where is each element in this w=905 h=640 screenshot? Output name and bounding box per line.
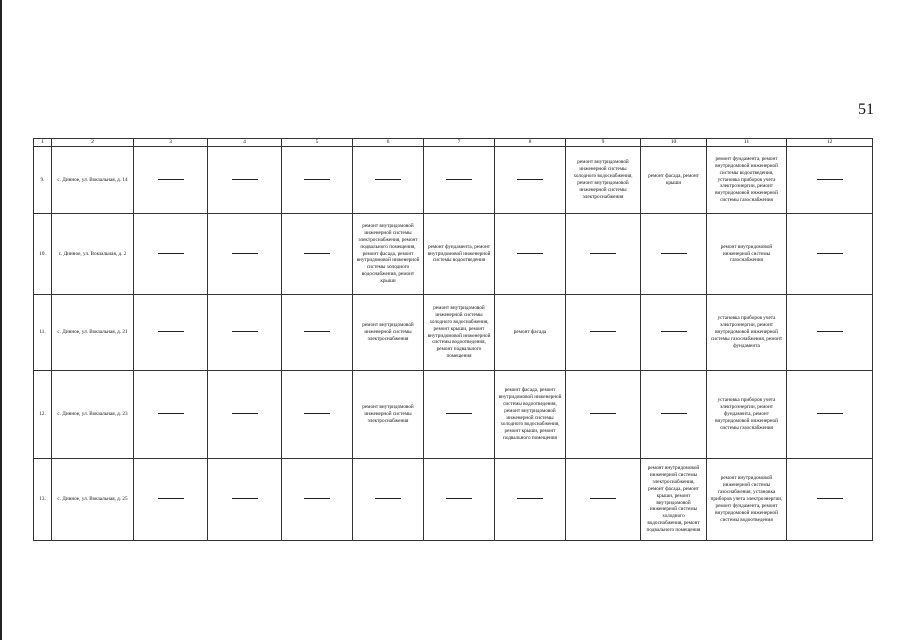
empty-cell xyxy=(208,371,282,459)
empty-cell xyxy=(641,214,707,295)
dash-mark xyxy=(304,179,330,180)
dash-mark xyxy=(661,331,687,332)
column-number-5: 5 xyxy=(282,139,353,147)
dash-mark xyxy=(304,498,330,499)
repair-schedule-table xyxy=(33,138,873,541)
dash-mark xyxy=(304,413,330,414)
dash-mark xyxy=(661,253,687,254)
column-number-4: 4 xyxy=(208,139,282,147)
work-description-cell: ремонт внутридомовой инженерной системы электроснабжения, ремонт фасада, ремонт крыши, ремонт внутридомовой инженерной системы холодного водоснабжения, ремонт подвального помещения xyxy=(641,459,707,541)
table-row xyxy=(34,371,873,459)
dash-mark xyxy=(232,179,258,180)
empty-cell xyxy=(282,147,353,214)
column-number-3: 3 xyxy=(134,139,208,147)
empty-cell xyxy=(566,295,641,371)
page-left-edge xyxy=(0,0,2,640)
work-description-cell: ремонт внутридомовой инженерной системы холодного водоснабжения, ремонт крыши, ремонт внутридомовой инженерной системы водоотведения, ремонт подвального помещения xyxy=(424,295,495,371)
empty-cell xyxy=(495,214,566,295)
dash-mark xyxy=(817,413,843,414)
dash-mark xyxy=(446,498,472,499)
dash-mark xyxy=(817,331,843,332)
address-cell: с. Динное, ул. Вокзальная, д. 25 xyxy=(52,459,134,541)
work-description-cell: ремонт фундамента, ремонт внутридомовой инженерной системы водоотведения xyxy=(424,214,495,295)
dash-mark xyxy=(158,331,184,332)
empty-cell xyxy=(134,459,208,541)
column-number-10: 10 xyxy=(641,139,707,147)
dash-mark xyxy=(304,253,330,254)
dash-mark xyxy=(375,498,401,499)
dash-mark xyxy=(517,498,543,499)
address-cell: с. Динное, ул. Вокзальная, д. 14 xyxy=(52,147,134,214)
work-description-cell: установка приборов учета электроэнергии, ремонт фундамента, ремонт внутридомовой инженерной системы газоснабжения xyxy=(707,371,787,459)
empty-cell xyxy=(282,295,353,371)
table-row xyxy=(34,295,873,371)
dash-mark xyxy=(661,413,687,414)
empty-cell xyxy=(495,147,566,214)
empty-cell xyxy=(566,371,641,459)
empty-cell xyxy=(787,459,873,541)
empty-cell xyxy=(134,371,208,459)
dash-mark xyxy=(517,179,543,180)
column-number-1: 1 xyxy=(34,139,52,147)
empty-cell xyxy=(134,147,208,214)
dash-mark xyxy=(232,498,258,499)
table-row xyxy=(34,214,873,295)
dash-mark xyxy=(232,331,258,332)
dash-mark xyxy=(590,498,616,499)
work-description-cell: ремонт внутридомовой инженерной системы электроснабжения xyxy=(353,295,424,371)
page-number: 51 xyxy=(858,101,874,118)
work-description-cell: ремонт внутридомовой инженерной системы холодного водоснабжения, ремонт внутридомовой инженерной системы электроснабжения xyxy=(566,147,641,214)
dash-mark xyxy=(590,253,616,254)
dash-mark xyxy=(517,253,543,254)
empty-cell xyxy=(208,214,282,295)
column-number-7: 7 xyxy=(424,139,495,147)
dash-mark xyxy=(817,253,843,254)
dash-mark xyxy=(375,179,401,180)
column-number-6: 6 xyxy=(353,139,424,147)
column-number-11: 11 xyxy=(707,139,787,147)
empty-cell xyxy=(282,371,353,459)
column-number-12: 12 xyxy=(787,139,873,147)
empty-cell xyxy=(134,295,208,371)
work-description-cell: ремонт внутридомовой инженерной системы электроснабжения xyxy=(353,371,424,459)
empty-cell xyxy=(282,459,353,541)
row-number: 13. xyxy=(34,459,52,541)
row-number: 10. xyxy=(34,214,52,295)
empty-cell xyxy=(424,147,495,214)
work-description-cell: ремонт внутридомовой инженерной системы электроснабжения, ремонт подвального помещения, ремонт фасада, ремонт внутридомовой инженерной системы холодного водоснабжения, ремонт крыши xyxy=(353,214,424,295)
dash-mark xyxy=(446,413,472,414)
dash-mark xyxy=(817,179,843,180)
dash-mark xyxy=(817,498,843,499)
empty-cell xyxy=(787,371,873,459)
column-number-row xyxy=(34,139,873,147)
column-number-9: 9 xyxy=(566,139,641,147)
dash-mark xyxy=(232,253,258,254)
row-number: 9. xyxy=(34,147,52,214)
empty-cell xyxy=(787,147,873,214)
column-number-2: 2 xyxy=(52,139,134,147)
column-number-8: 8 xyxy=(495,139,566,147)
empty-cell xyxy=(641,295,707,371)
dash-mark xyxy=(232,413,258,414)
work-description-cell: ремонт внутридомовой инженерной системы газоснабжения, установка приборов учета электроэнергии, ремонт фундамента, ремонт внутридомовой инженерной системы водоотведения xyxy=(707,459,787,541)
empty-cell xyxy=(495,459,566,541)
empty-cell xyxy=(208,295,282,371)
empty-cell xyxy=(424,459,495,541)
dash-mark xyxy=(304,331,330,332)
empty-cell xyxy=(641,371,707,459)
empty-cell xyxy=(353,459,424,541)
address-cell: с. Динное, ул. Вокзальная, д. 23 xyxy=(52,371,134,459)
empty-cell xyxy=(787,214,873,295)
empty-cell xyxy=(353,147,424,214)
work-description-cell: ремонт фасада, ремонт крыши xyxy=(641,147,707,214)
row-number: 11. xyxy=(34,295,52,371)
work-description-cell: ремонт внутридомовой инженерной системы газоснабжения xyxy=(707,214,787,295)
empty-cell xyxy=(208,147,282,214)
work-description-cell: ремонт фундамента, ремонт внутридомовой инженерной системы водоотведения, установка приборов учета электроэнергии, ремонт внутридомовой инженерной системы газоснабжения xyxy=(707,147,787,214)
table-row xyxy=(34,459,873,541)
address-cell: с. Динное, ул. Вокзальная, д. 21 xyxy=(52,295,134,371)
empty-cell xyxy=(787,295,873,371)
table-row xyxy=(34,147,873,214)
work-description-cell: установка приборов учета электроэнергии, ремонт внутридомовой инженерной системы газоснабжения, ремонт фундамента xyxy=(707,295,787,371)
empty-cell xyxy=(424,371,495,459)
empty-cell xyxy=(566,459,641,541)
empty-cell xyxy=(134,214,208,295)
dash-mark xyxy=(590,413,616,414)
empty-cell xyxy=(208,459,282,541)
dash-mark xyxy=(158,413,184,414)
dash-mark xyxy=(446,179,472,180)
empty-cell xyxy=(566,214,641,295)
dash-mark xyxy=(158,179,184,180)
dash-mark xyxy=(590,331,616,332)
empty-cell xyxy=(282,214,353,295)
work-description-cell: ремонт фасада, ремонт внутридомовой инженерной системы водоотведения, ремонт внутридомовой инженерной системы холодного водоснабжения, ремонт крыши, ремонт подвального помещения xyxy=(495,371,566,459)
address-cell: с. Динное, ул. Вокзальная, д. 2 xyxy=(52,214,134,295)
dash-mark xyxy=(158,498,184,499)
dash-mark xyxy=(158,253,184,254)
row-number: 12. xyxy=(34,371,52,459)
work-description-cell: ремонт фасада xyxy=(495,295,566,371)
